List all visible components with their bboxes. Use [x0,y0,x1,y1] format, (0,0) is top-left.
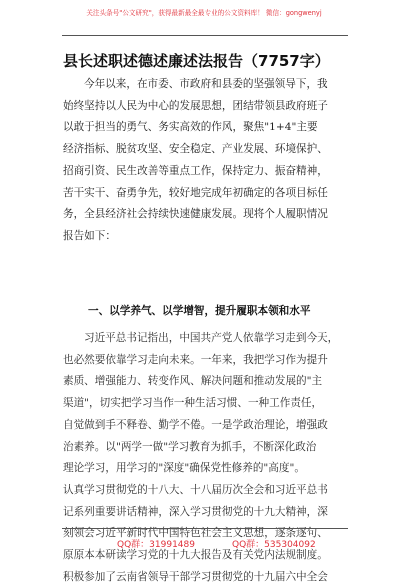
intro-line: 经济指标、脱贫攻坚、安全稳定、产业发展、环境保护、 [63,143,328,156]
section-line: 自觉做到手不释卷、勤学不倦。一是学政治理论，增强政 [63,418,328,431]
page-footer [0,531,408,551]
intro-line: 报告如下： [63,229,116,242]
intro-line: 以敢于担当的勇气、务实高效的作风，聚焦"1+4"主要 [63,121,318,134]
section-line: 记系列重要讲话精神，深入学习贯彻党的十九大精神，深 [63,505,328,518]
intro-line: 今年以来，在市委、市政府和县委的坚强领导下，我 [84,78,328,90]
section-heading: 一、以学养气、以学增智，提升履职本领和水平 [88,305,311,317]
header-promo-text: 关注头条号"公文研究"，获得最新最全最专业的公文资料库！ 微信：gongwenyj [86,9,322,17]
intro-line: 始终坚持以人民为中心的发展思想，团结带领县政府班子 [63,99,328,112]
section-line: 认真学习贯彻党的十八大、十八届历次全会和习近平总书 [63,483,328,496]
section-line: 也必然要依靠学习走向未来。一年来，我把学习作为提升 [63,353,328,366]
footer-divider [62,528,348,529]
section-line: 习近平总书记指出，中国共产党人依靠学习走到今天， [84,332,339,344]
intro-line: 招商引资、民生改善等重点工作，保持定力、振奋精神， [63,164,328,177]
document-title: 县长述职述德述廉述法报告（7757字） [63,52,330,70]
qq-group-1: QQ群：31991489 [117,540,195,550]
intro-line: 务，全县经济社会持续快速健康发展。现将个人履职情况 [63,208,328,221]
qq-group-2: QQ群：535304092 [232,540,316,550]
header-divider [62,35,348,36]
section-line: 积极参加了云南省领导干部学习贯彻党的十九届六中全会 [63,570,328,583]
section-line: 原原本本研读学习党的十九大报告及有关党内法规制度。 [63,549,328,562]
page-header [0,0,408,40]
intro-line: 苦干实干、奋勇争先，较好地完成年初确定的各项目标任 [63,186,328,199]
section-line: 素质、增强能力、转变作风、解决问题和推动发展的"主 [63,375,323,388]
intro-paragraph [63,74,353,248]
section-line: 刻领会习近平新时代中国特色社会主义思想，逐条逐句、 [63,527,328,540]
section-line: 治素养。以"两学一做"学习教育为抓手，不断深化政治 [63,440,317,453]
section-line: 渠道"，切实把学习当作一种生活习惯、一种工作责任， [63,397,323,410]
section-line: 理论学习，用学习的"深度"确保党性修养的"高度"。 [63,462,305,475]
